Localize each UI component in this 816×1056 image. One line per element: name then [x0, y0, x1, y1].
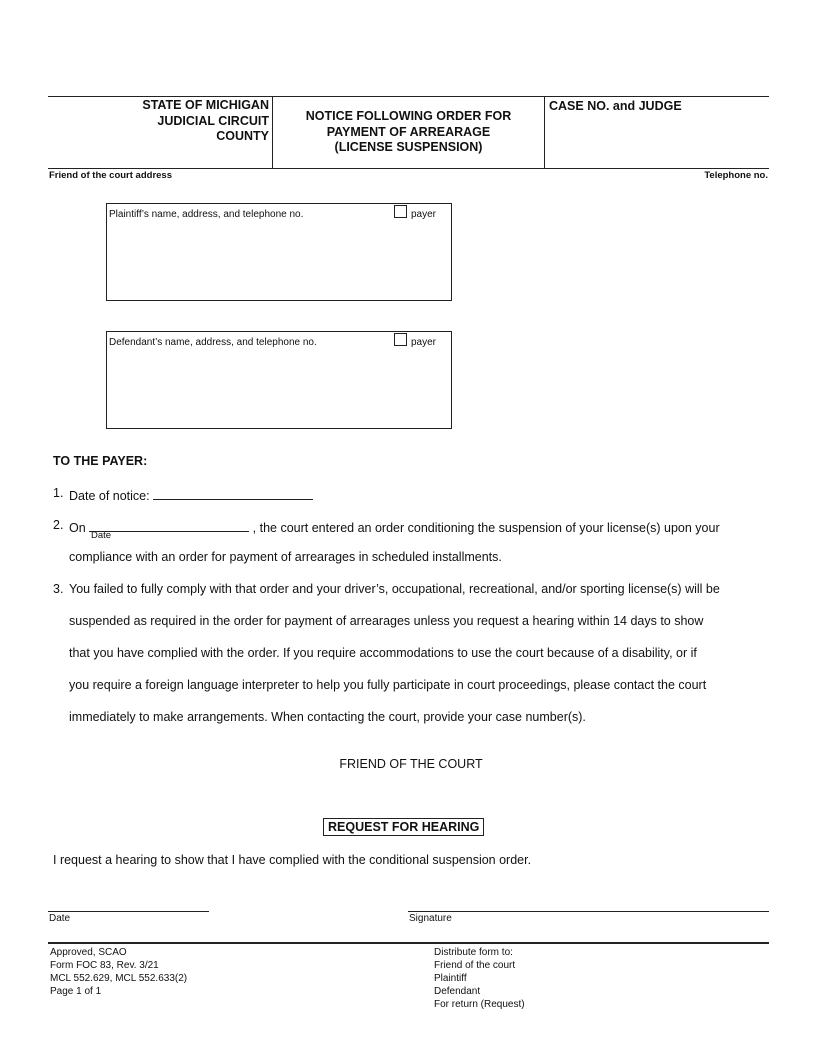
item-3-line-4: you require a foreign language interpreter to help you fully participate in court proceedings, please contact the court	[69, 678, 707, 692]
statute-line: MCL 552.629, MCL 552.633(2)	[50, 973, 188, 984]
page-number: Page 1 of 1	[50, 986, 102, 997]
plaintiff-payer-label: payer	[411, 209, 437, 220]
item-2-number: 2.	[53, 518, 64, 532]
item-2-prefix: On	[69, 521, 86, 535]
item-2-text	[69, 518, 720, 535]
form-title	[273, 109, 544, 156]
item-3-line-3: that you have complied with the order. If you require accommodations to use the court because of a disability, or if	[69, 646, 697, 660]
request-text: I request a hearing to show that I have complied with the conditional suspension order.	[53, 853, 532, 867]
friend-of-court-address-label: Friend of the court address	[49, 170, 172, 181]
header-bottom-rule	[48, 168, 769, 169]
item-2-line-2: compliance with an order for payment of arrearages in scheduled installments.	[69, 550, 502, 564]
header-top-rule	[48, 96, 769, 97]
item-1-number: 1.	[53, 486, 64, 500]
title-line-1: NOTICE FOLLOWING ORDER FOR	[305, 109, 512, 123]
footer-distribution	[434, 946, 525, 1011]
order-date-caption: Date	[91, 530, 112, 541]
distribute-heading: Distribute form to:	[434, 947, 513, 958]
signature-line[interactable]	[408, 911, 769, 912]
footer-form-info	[50, 946, 187, 998]
to-the-payer-heading: TO THE PAYER:	[53, 454, 148, 468]
defendant-payer-checkbox[interactable]	[394, 333, 407, 346]
item-3-line-5: immediately to make arrangements. When contacting the court, provide your case number(s).	[69, 710, 586, 724]
footer-rule	[48, 942, 769, 944]
county-line: COUNTY	[216, 129, 269, 143]
court-identification	[49, 98, 269, 145]
case-number-field[interactable]	[548, 116, 766, 164]
plaintiff-payer-checkbox[interactable]	[394, 205, 407, 218]
case-number-label: CASE NO. and JUDGE	[549, 99, 682, 113]
request-for-hearing-heading: REQUEST FOR HEARING	[323, 818, 484, 836]
title-line-2: PAYMENT OF ARREARAGE	[326, 124, 491, 139]
item-3-number: 3.	[53, 582, 64, 596]
friend-of-court-signoff: FRIEND OF THE COURT	[339, 757, 483, 771]
item-3-line-1: You failed to fully comply with that order and your driver’s, occupational, recreational, and/or sporting license(s) will be	[69, 582, 720, 596]
date-of-notice-label: Date of notice:	[69, 489, 150, 503]
item-1-text	[69, 486, 313, 503]
distribute-return: For return (Request)	[434, 999, 525, 1010]
order-date-field[interactable]	[89, 518, 249, 532]
circuit-line: JUDICIAL CIRCUIT	[157, 113, 269, 128]
date-of-notice-field[interactable]	[153, 486, 313, 500]
plaintiff-label: Plaintiff’s name, address, and telephone no.	[109, 209, 304, 220]
defendant-label: Defendant’s name, address, and telephone no.	[109, 337, 317, 348]
distribute-plaintiff: Plaintiff	[434, 973, 467, 984]
distribute-friend: Friend of the court	[434, 960, 516, 971]
defendant-payer-label: payer	[411, 337, 437, 348]
plaintiff-box[interactable]	[106, 203, 452, 301]
title-line-3: (LICENSE SUSPENSION)	[334, 140, 483, 154]
item-2-suffix: , the court entered an order conditioning the suspension of your license(s) upon your	[252, 521, 720, 535]
defendant-box[interactable]	[106, 331, 452, 429]
request-date-label: Date	[49, 913, 71, 924]
header-divider-right	[544, 96, 545, 168]
telephone-label: Telephone no.	[704, 170, 768, 181]
signature-label: Signature	[409, 913, 452, 924]
request-date-line[interactable]	[48, 911, 209, 912]
form-number-line: Form FOC 83, Rev. 3/21	[50, 960, 159, 971]
item-3-line-2: suspended as required in the order for payment of arrearages unless you request a hearing within 14 days to show	[69, 614, 704, 628]
distribute-defendant: Defendant	[434, 986, 481, 997]
approved-line: Approved, SCAO	[50, 947, 127, 958]
state-line: STATE OF MICHIGAN	[142, 98, 269, 112]
